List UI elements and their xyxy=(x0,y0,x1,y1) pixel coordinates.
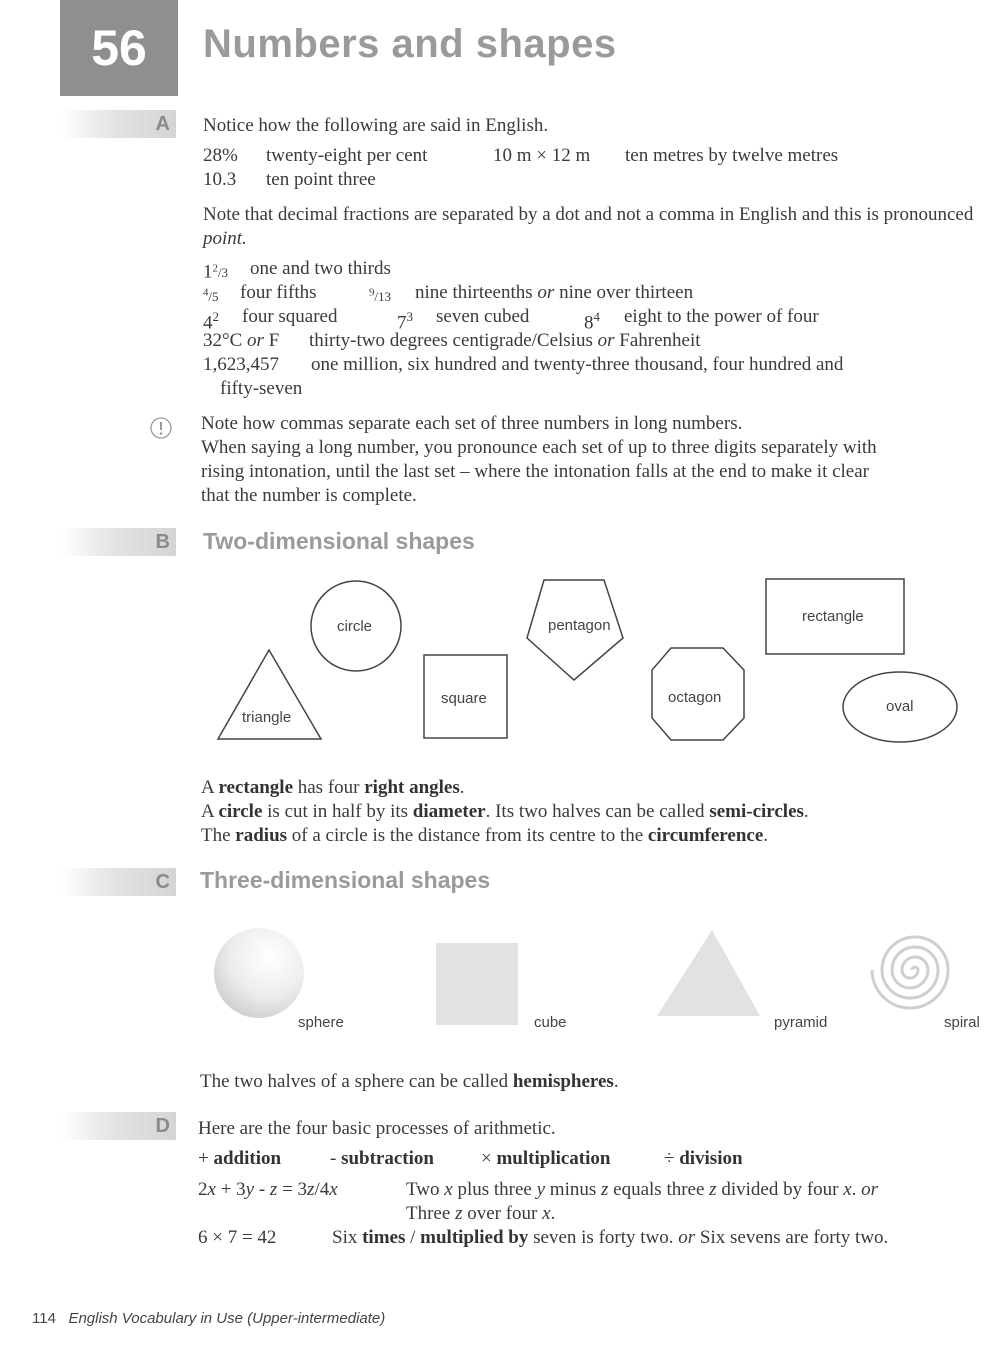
example-dimensions: 10 m × 12 m xyxy=(493,145,591,166)
spiral-label: spiral xyxy=(944,1014,980,1031)
equation-2-words: Six times / multiplied by seven is forty two. or Six sevens are forty two. xyxy=(332,1227,889,1248)
pyramid-label: pyramid xyxy=(774,1014,828,1031)
section-a-intro: Notice how the following are said in English. xyxy=(203,115,549,136)
section-a-marker: A xyxy=(60,110,176,138)
radius-sentence: The radius of a circle is the distance from its centre to the circumference. xyxy=(201,825,769,846)
equation-2: 6 × 7 = 42 xyxy=(198,1227,277,1248)
unit-number: 56 xyxy=(91,20,147,76)
example-percent: 28% xyxy=(203,145,238,166)
page-footer xyxy=(32,1310,385,1327)
fraction-1-words: one and two thirds xyxy=(250,258,391,279)
power-1-words: four squared xyxy=(242,306,338,327)
section-b-marker: B xyxy=(60,528,176,556)
rectangle-label: rectangle xyxy=(802,608,864,625)
sphere-label: sphere xyxy=(298,1014,344,1031)
section-d-marker: D xyxy=(60,1112,176,1140)
long-number-note: Note how commas separate each set of three numbers in long numbers. When saying a long number, you pronounce each set of up to three digits separately with rising intonation, until the last set – where the intonation falls at the end to make it clear that the number is complete. xyxy=(201,413,877,506)
square-label: square xyxy=(441,690,487,707)
equation-1: 2x + 3y - z = 3z/4x xyxy=(198,1179,338,1200)
cube-shape xyxy=(436,943,518,1025)
power-1: $4^2$ xyxy=(203,309,219,334)
triangle-label: triangle xyxy=(242,709,292,726)
page-title: Numbers and shapes xyxy=(203,22,617,66)
spiral-shape xyxy=(872,937,948,1008)
hemisphere-sentence: The two halves of a sphere can be called hemispheres. xyxy=(200,1071,619,1092)
example-dimensions-words: ten metres by twelve metres xyxy=(625,145,839,166)
op-multiplication: × multiplication xyxy=(481,1148,611,1169)
temperature-words: thirty-two degrees centigrade/Celsius or Fahrenheit xyxy=(309,330,701,351)
two-d-shapes xyxy=(200,570,970,750)
fraction-3: $^9$/13 xyxy=(369,287,392,305)
decimal-note: Note that decimal fractions are separated by a dot and not a comma in English and this is pronounced point. xyxy=(203,204,974,249)
section-d-intro: Here are the four basic processes of arithmetic. xyxy=(198,1118,556,1139)
pyramid-shape xyxy=(657,930,760,1016)
pentagon-label: pentagon xyxy=(548,617,611,634)
big-number-words-1: one million, six hundred and twenty-three thousand, four hundred and xyxy=(311,354,844,375)
fraction-2-words: four fifths xyxy=(240,282,317,303)
big-number-words-2: fifty-seven xyxy=(220,378,303,399)
sphere-shape xyxy=(214,928,304,1018)
section-c-heading: Three-dimensional shapes xyxy=(200,867,491,893)
unit-number-box xyxy=(60,0,178,96)
example-percent-words: twenty-eight per cent xyxy=(266,145,428,166)
fraction-2: $^4$/5 xyxy=(203,287,219,305)
book-title: English Vocabulary in Use (Upper-intermediate) xyxy=(68,1310,386,1327)
example-decimal-words: ten point three xyxy=(266,169,376,190)
equation-1-words-1: Two x plus three y minus z equals three z divided by four x. or xyxy=(406,1179,879,1200)
oval-label: oval xyxy=(886,698,914,715)
power-3: $8^4$ xyxy=(584,309,600,334)
rectangle-sentence: A rectangle has four right angles. xyxy=(201,777,465,798)
temperature: 32°C or F xyxy=(203,330,280,351)
octagon-label: octagon xyxy=(668,689,722,706)
power-2-words: seven cubed xyxy=(436,306,530,327)
power-3-words: eight to the power of four xyxy=(624,306,819,327)
op-addition: + addition xyxy=(198,1148,282,1169)
example-decimal: 10.3 xyxy=(203,169,237,190)
big-number: 1,623,457 xyxy=(203,354,279,375)
cube-label: cube xyxy=(534,1014,567,1031)
fraction-3-words: nine thirteenths or nine over thirteen xyxy=(415,282,694,303)
page-number: 114 xyxy=(32,1310,56,1327)
power-2: $7^3$ xyxy=(397,309,413,334)
section-c-marker: C xyxy=(60,868,176,896)
fraction-1: $1^2/3$ xyxy=(203,261,229,283)
section-b-heading: Two-dimensional shapes xyxy=(203,528,475,554)
exclamation-icon xyxy=(146,416,176,442)
op-division: ÷ division xyxy=(664,1148,743,1169)
equation-1-words-2: Three z over four x. xyxy=(406,1203,556,1224)
circle-sentence: A circle is cut in half by its diameter. Its two halves can be called semi-circles. xyxy=(201,801,809,822)
circle-label: circle xyxy=(337,618,373,635)
op-subtraction: - subtraction xyxy=(330,1148,434,1169)
